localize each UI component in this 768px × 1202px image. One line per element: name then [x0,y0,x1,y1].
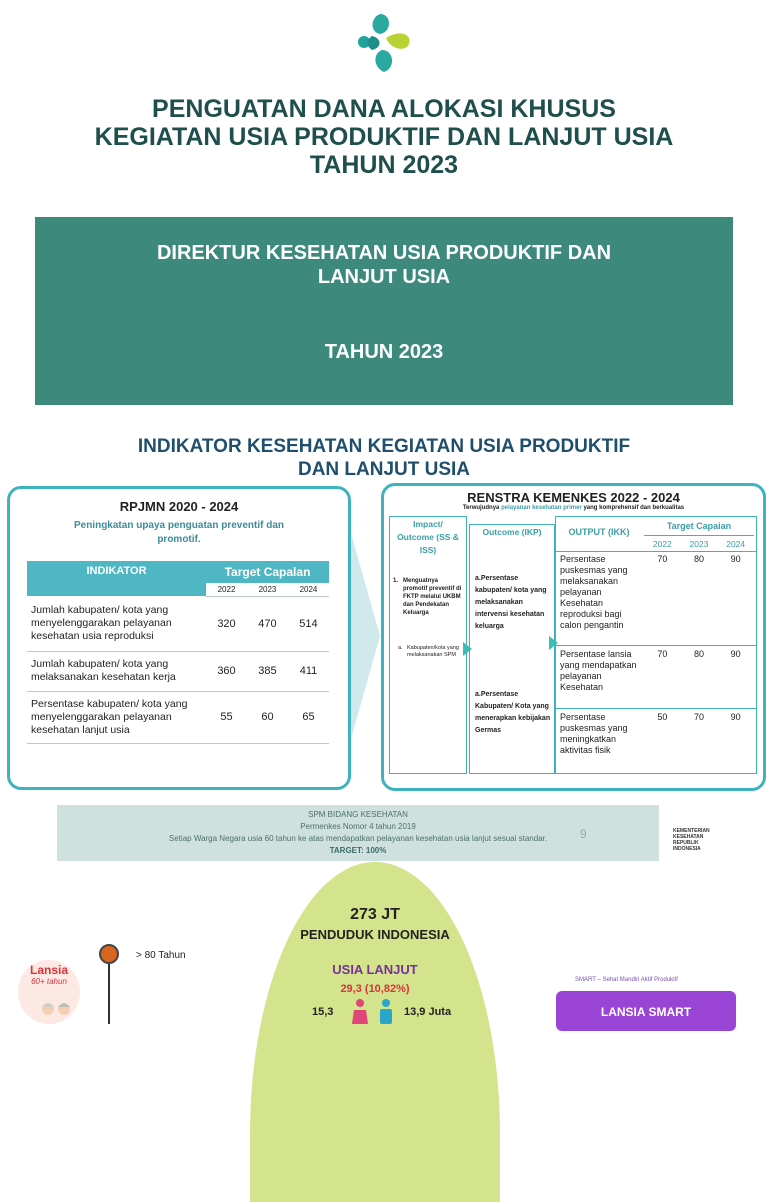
year-header: 2023 [247,583,288,596]
banner-year: TAHUN 2023 [324,341,444,363]
year-header: 2024 [288,583,329,596]
row-value: 90 [730,712,741,722]
row-value: 385 [247,651,288,691]
population-total: 273 JT [350,906,400,923]
section-title-line-1: INDIKATOR KESEHATAN KEGIATAN USIA PRODUKTIF [137,436,631,457]
year-header: 2023 [689,539,709,549]
row-label: Persentase lansia yang mendapatkan pelayanan Kesehatan [560,649,637,692]
page-title [40,95,728,179]
title-line-2: KEGIATAN USIA PRODUKTIF DAN LANJUT USIA [94,123,674,151]
kemenkes-logo-icon [352,10,416,74]
renstra-subtitle-a: Terwujudnya [462,505,502,511]
elderly-value: 29,3 (10,82%) [340,983,410,995]
impact-subitem-text: Kabupaten/kota yang melaksanakan SPM [407,645,459,658]
section-title-line-2: DAN LANJUT USIA [297,459,471,480]
year-header: 2022 [206,583,247,596]
people-icon [346,998,402,1024]
outcome-column [469,524,555,774]
year-header: 2022 [652,539,672,549]
row-value: 90 [730,649,741,659]
kemenkes-line: REPUBLIK [673,840,699,846]
outcome-b: a.Persentase Kabupaten/ Kota yang menerapkan kebijakan Germas [475,691,551,734]
lansia-badge-sub: 60+ tahun [31,977,67,986]
kemenkes-line: KEMENTERIAN [673,828,710,834]
page-number: 9 [580,827,587,841]
row-label: Persentase kabupaten/ kota yang menyelenggarakan pelayanan kesehatan lanjut usia [27,691,206,743]
banner-line-1: DIREKTUR KESEHATAN USIA PRODUKTIF DAN [156,242,612,264]
row-label: Persentase puskesmas yang melaksanakan pelayanan Kesehatan reproduksi bagi calon pengantin [560,554,628,630]
year-header: 2024 [726,539,746,549]
row-value: 470 [247,596,288,651]
row-label: Jumlah kabupaten/ kota yang menyelenggarakan pelayanan kesehatan usia reproduksi [27,596,206,651]
rpjmn-subtitle-line-2: promotif. [157,534,201,545]
spm-line-2: Permenkes Nomor 4 tahun 2019 [300,822,416,831]
row-label: Persentase puskesmas yang meningkatkan aktivitas fisik [560,712,628,755]
impact-subitem [398,645,464,659]
spm-target: TARGET: 100% [329,846,387,855]
row-value: 50 [657,712,668,722]
output-header: OUTPUT (IKK) [568,527,630,537]
title-line-1: PENGUATAN DANA ALOKASI KHUSUS [152,95,616,123]
impact-column [389,516,467,774]
kemenkes-line: INDONESIA [673,846,701,852]
outcome-header: Outcome (IKP) [482,527,542,537]
impact-item [393,577,463,617]
lansia-badge-title: Lansia [29,963,68,977]
renstra-subtitle-highlight: pelayanan kesehatan primer [501,505,582,511]
table-row [27,651,329,691]
lansia-smart-button[interactable] [556,991,736,1031]
renstra-title: RENSTRA KEMENKES 2022 - 2024 [467,490,680,505]
row-value: 80 [694,649,705,659]
row-value: 411 [288,651,329,691]
row-value: 55 [206,691,247,743]
elderly-couple-icon [36,1000,76,1024]
population-label: PENDUDUK INDONESIA [300,927,450,942]
impact-header: Impact/ Outcome (SS & ISS) [397,519,459,555]
row-value: 90 [730,554,741,564]
rpjmn-subtitle [50,519,308,547]
year-headers [644,539,754,549]
age-marker-label: > 80 Tahun [136,950,186,961]
outcome-a: a.Persentase kabupaten/ kota yang melaksanakan intervensi kesehatan keluarga [475,575,547,630]
row-value: 70 [657,649,668,659]
rpjmn-title: RPJMN 2020 - 2024 [119,499,239,514]
elderly-title: USIA LANJUT [332,962,418,977]
row-value: 70 [694,712,705,722]
rpjmn-table [27,561,329,744]
rpjmn-panel [7,486,351,790]
population-left-value: 15,3 [312,1006,334,1018]
kemenkes-line: KESEHATAN [673,834,704,840]
renstra-subtitle [384,505,763,511]
row-value: 65 [288,691,329,743]
spm-line-3: Setiap Warga Negara usia 60 tahun ke atas mendapatkan pelayanan kesehatan usia lanjut sesuai standar. [168,834,548,843]
age-marker-line [108,964,110,1024]
title-line-3: TAHUN 2023 [309,151,459,179]
lansia-smart-label: LANSIA SMART [600,1005,692,1019]
impact-item-number: 1. [393,578,399,584]
row-value: 360 [206,651,247,691]
target-header: Target Capaian [666,521,732,531]
impact-subitem-number: a. [398,645,403,651]
spm-line-1: SPM BIDANG KESEHATAN [308,810,408,819]
director-banner [35,217,733,405]
row-value: 70 [657,554,668,564]
row-label: Jumlah kabupaten/ kota yang melaksanakan kesehatan kerja [27,651,206,691]
table-row [27,596,329,651]
col-target: Target Capalan [206,561,329,583]
banner-line-2: LANJUT USIA [317,266,451,288]
population-right-value: 13,9 Juta [404,1006,452,1018]
impact-item-text: Menguatnya promotif preventif di FKTP melalui UKBM dan Pendekatan Keluarga [403,578,462,616]
table-row [27,691,329,743]
renstra-panel [381,483,766,791]
row-value: 320 [206,596,247,651]
row-value: 60 [247,691,288,743]
age-marker-dot [99,944,119,964]
renstra-subtitle-c: yang komprehensif dan berkualitas [581,505,685,511]
table-row [556,709,756,769]
table-row [556,646,756,709]
row-value: 80 [694,554,705,564]
rpjmn-subtitle-line-1: Peningkatan upaya penguatan preventif dan [73,520,285,531]
col-indicator: INDIKATOR [27,561,206,596]
output-column [555,516,757,774]
spm-box [57,805,659,861]
row-value: 514 [288,596,329,651]
kemenkes-label [673,828,710,852]
table-row [556,551,756,646]
smart-caption: SMART – Sehat Mandiri Aktif Produktif [575,977,678,983]
section-title [60,435,708,481]
